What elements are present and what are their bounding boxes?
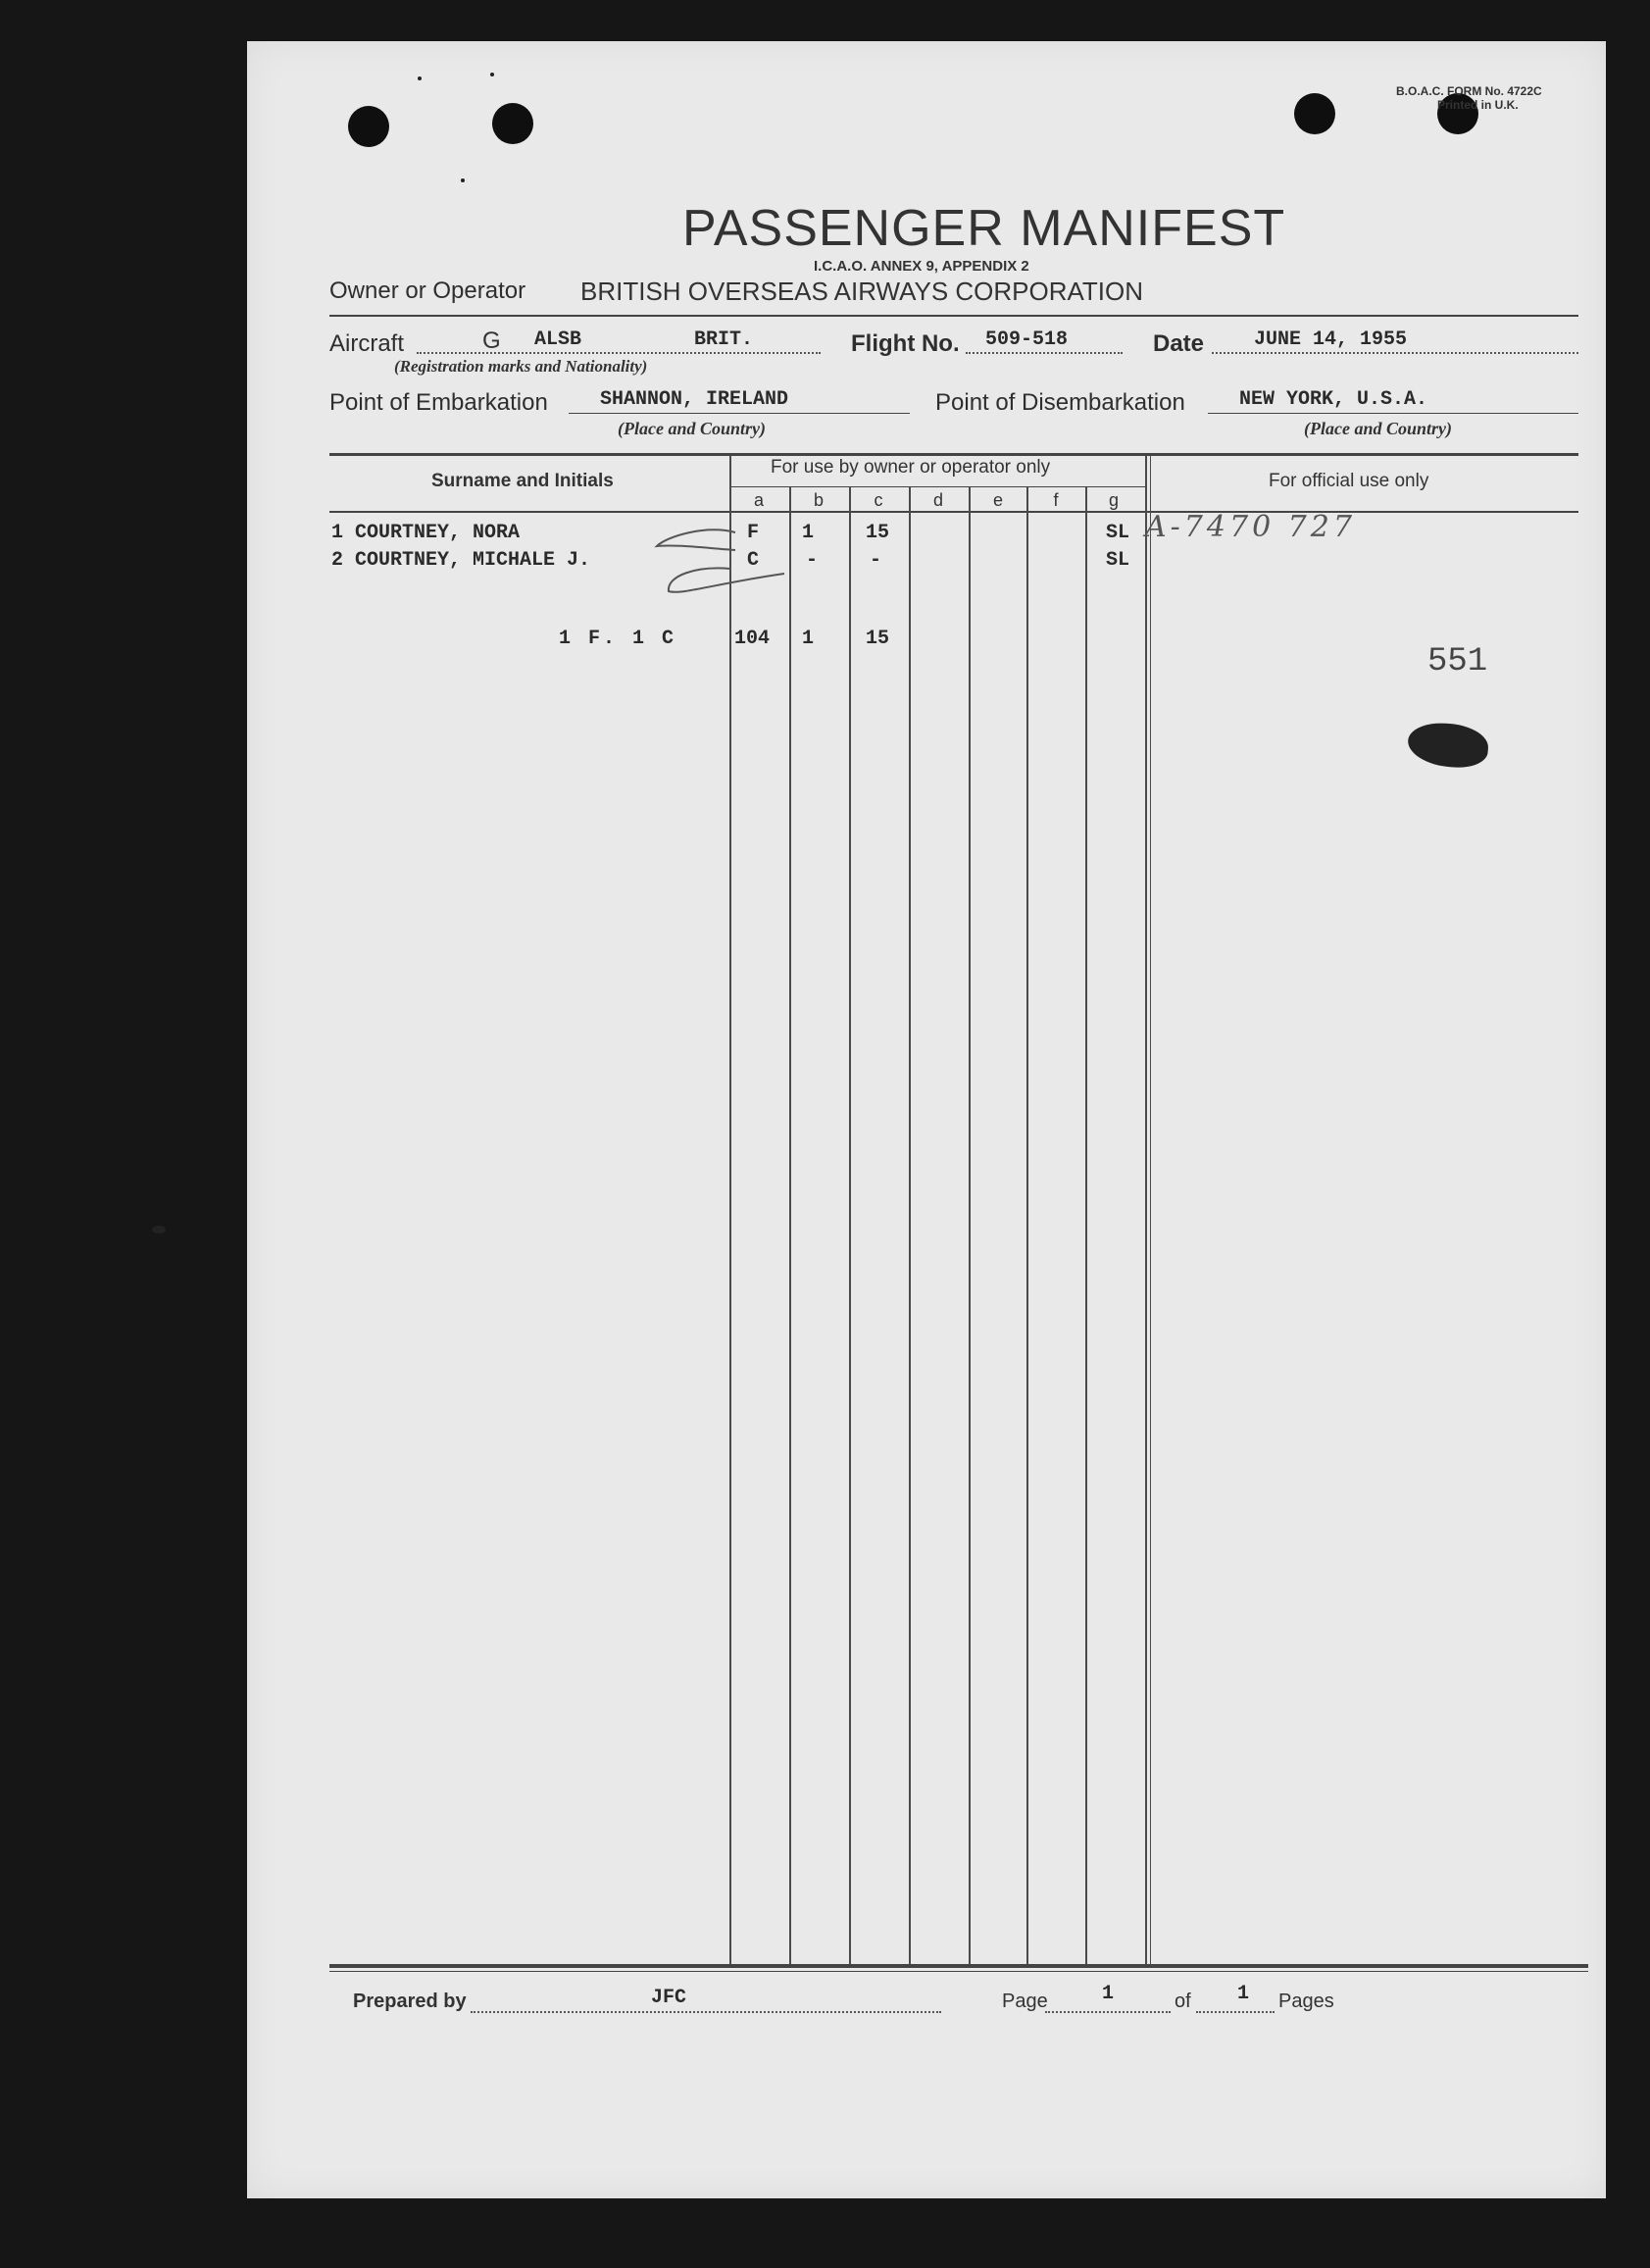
punch-hole: [1294, 93, 1335, 134]
row1-name: 1 COURTNEY, NORA: [331, 522, 521, 544]
col-divider: [1150, 456, 1151, 1966]
aircraft-line: [417, 352, 821, 354]
col-divider: [969, 487, 971, 1966]
table-bottom-border: [329, 1964, 1588, 1968]
col-divider: [849, 487, 851, 1966]
of-line: [1196, 2011, 1275, 2013]
date-value: JUNE 14, 1955: [1254, 328, 1408, 351]
punch-hole: [348, 106, 389, 147]
row2-g: SL: [1106, 549, 1130, 572]
totals-label: 1 F. 1 C: [559, 628, 677, 650]
page-title: PASSENGER MANIFEST: [682, 200, 1286, 257]
aircraft-label: Aircraft: [329, 330, 405, 357]
flight-label: Flight No.: [851, 330, 960, 357]
col-c-header: c: [874, 490, 883, 510]
col-e-header: e: [992, 490, 1003, 510]
disembarkation-value: NEW YORK, U.S.A.: [1239, 388, 1428, 411]
row2-name: 2 COURTNEY, MICHALE J.: [331, 549, 591, 572]
table-top-border: [329, 453, 1578, 456]
page-value: 1: [1102, 1983, 1115, 2005]
col-divider: [789, 487, 791, 1966]
col-divider: [1145, 456, 1147, 1966]
aircraft-nationality: BRIT.: [694, 328, 754, 351]
aircraft-reg: ALSB: [534, 328, 582, 351]
date-line: [1212, 352, 1578, 354]
disembarkation-label: Point of Disembarkation: [935, 389, 1185, 416]
page-label: Page: [1002, 1991, 1048, 2012]
speck: [152, 1226, 166, 1234]
surname-header: Surname and Initials: [431, 471, 614, 491]
form-printed: Printed in U.K.: [1437, 98, 1519, 112]
aircraft-reg-prefix: G: [482, 328, 501, 354]
embarkation-value: SHANNON, IRELAND: [600, 388, 789, 411]
embarkation-label: Point of Embarkation: [329, 389, 548, 416]
stamp-number: 551: [1427, 643, 1488, 680]
punch-hole: [492, 103, 533, 144]
row1-b: 1: [802, 522, 815, 544]
owner-value: BRITISH OVERSEAS AIRWAYS CORPORATION: [580, 277, 1144, 306]
table-bottom-border-thin: [329, 1971, 1588, 1972]
disembarkation-line: [1208, 413, 1578, 414]
col-divider: [1026, 487, 1028, 1966]
col-g-header: g: [1108, 490, 1119, 510]
col-f-header: f: [1053, 490, 1059, 510]
col-divider: [729, 456, 731, 1966]
of-value: 1: [1237, 1983, 1250, 2005]
row1-a: F: [747, 522, 760, 544]
embarkation-note: (Place and Country): [618, 419, 766, 438]
disembarkation-note: (Place and Country): [1304, 419, 1452, 438]
prepared-line: [471, 2011, 941, 2013]
speck: [490, 73, 494, 76]
col-a-header: a: [753, 490, 764, 510]
date-label: Date: [1153, 330, 1205, 357]
flight-number: 509-518: [985, 328, 1069, 351]
form-number: B.O.A.C. FORM No. 4722C: [1396, 84, 1542, 98]
row1-official: A-7470 727: [1145, 510, 1356, 544]
prepared-label: Prepared by: [353, 1991, 467, 2012]
handwritten-bracket: [647, 515, 794, 603]
page-subtitle: I.C.A.O. ANNEX 9, APPENDIX 2: [814, 258, 1029, 275]
col-d-header: d: [932, 490, 943, 510]
official-header: For official use only: [1269, 471, 1429, 491]
row2-a: C: [747, 549, 760, 572]
of-label: of: [1175, 1991, 1191, 2012]
divider: [329, 315, 1578, 317]
owner-subheader-line: [730, 486, 1146, 487]
totals-b: 1: [802, 628, 815, 650]
aircraft-note: (Registration marks and Nationality): [394, 357, 648, 376]
row2-c: -: [870, 549, 882, 572]
prepared-value: JFC: [651, 1987, 687, 2009]
speck: [418, 76, 422, 80]
flight-line: [966, 352, 1123, 354]
totals-c: 15: [866, 628, 890, 650]
row2-b: -: [806, 549, 819, 572]
speck: [461, 178, 465, 182]
col-divider: [909, 487, 911, 1966]
pages-label: Pages: [1278, 1991, 1334, 2012]
col-b-header: b: [813, 490, 824, 510]
table-header-border: [329, 511, 1578, 513]
owner-label: Owner or Operator: [329, 277, 526, 304]
owner-header: For use by owner or operator only: [771, 457, 1051, 478]
row1-c: 15: [866, 522, 890, 544]
row1-g: SL: [1106, 522, 1130, 544]
page-line: [1045, 2011, 1171, 2013]
embarkation-line: [569, 413, 910, 414]
totals-a: 104: [734, 628, 771, 650]
col-divider: [1085, 487, 1087, 1966]
